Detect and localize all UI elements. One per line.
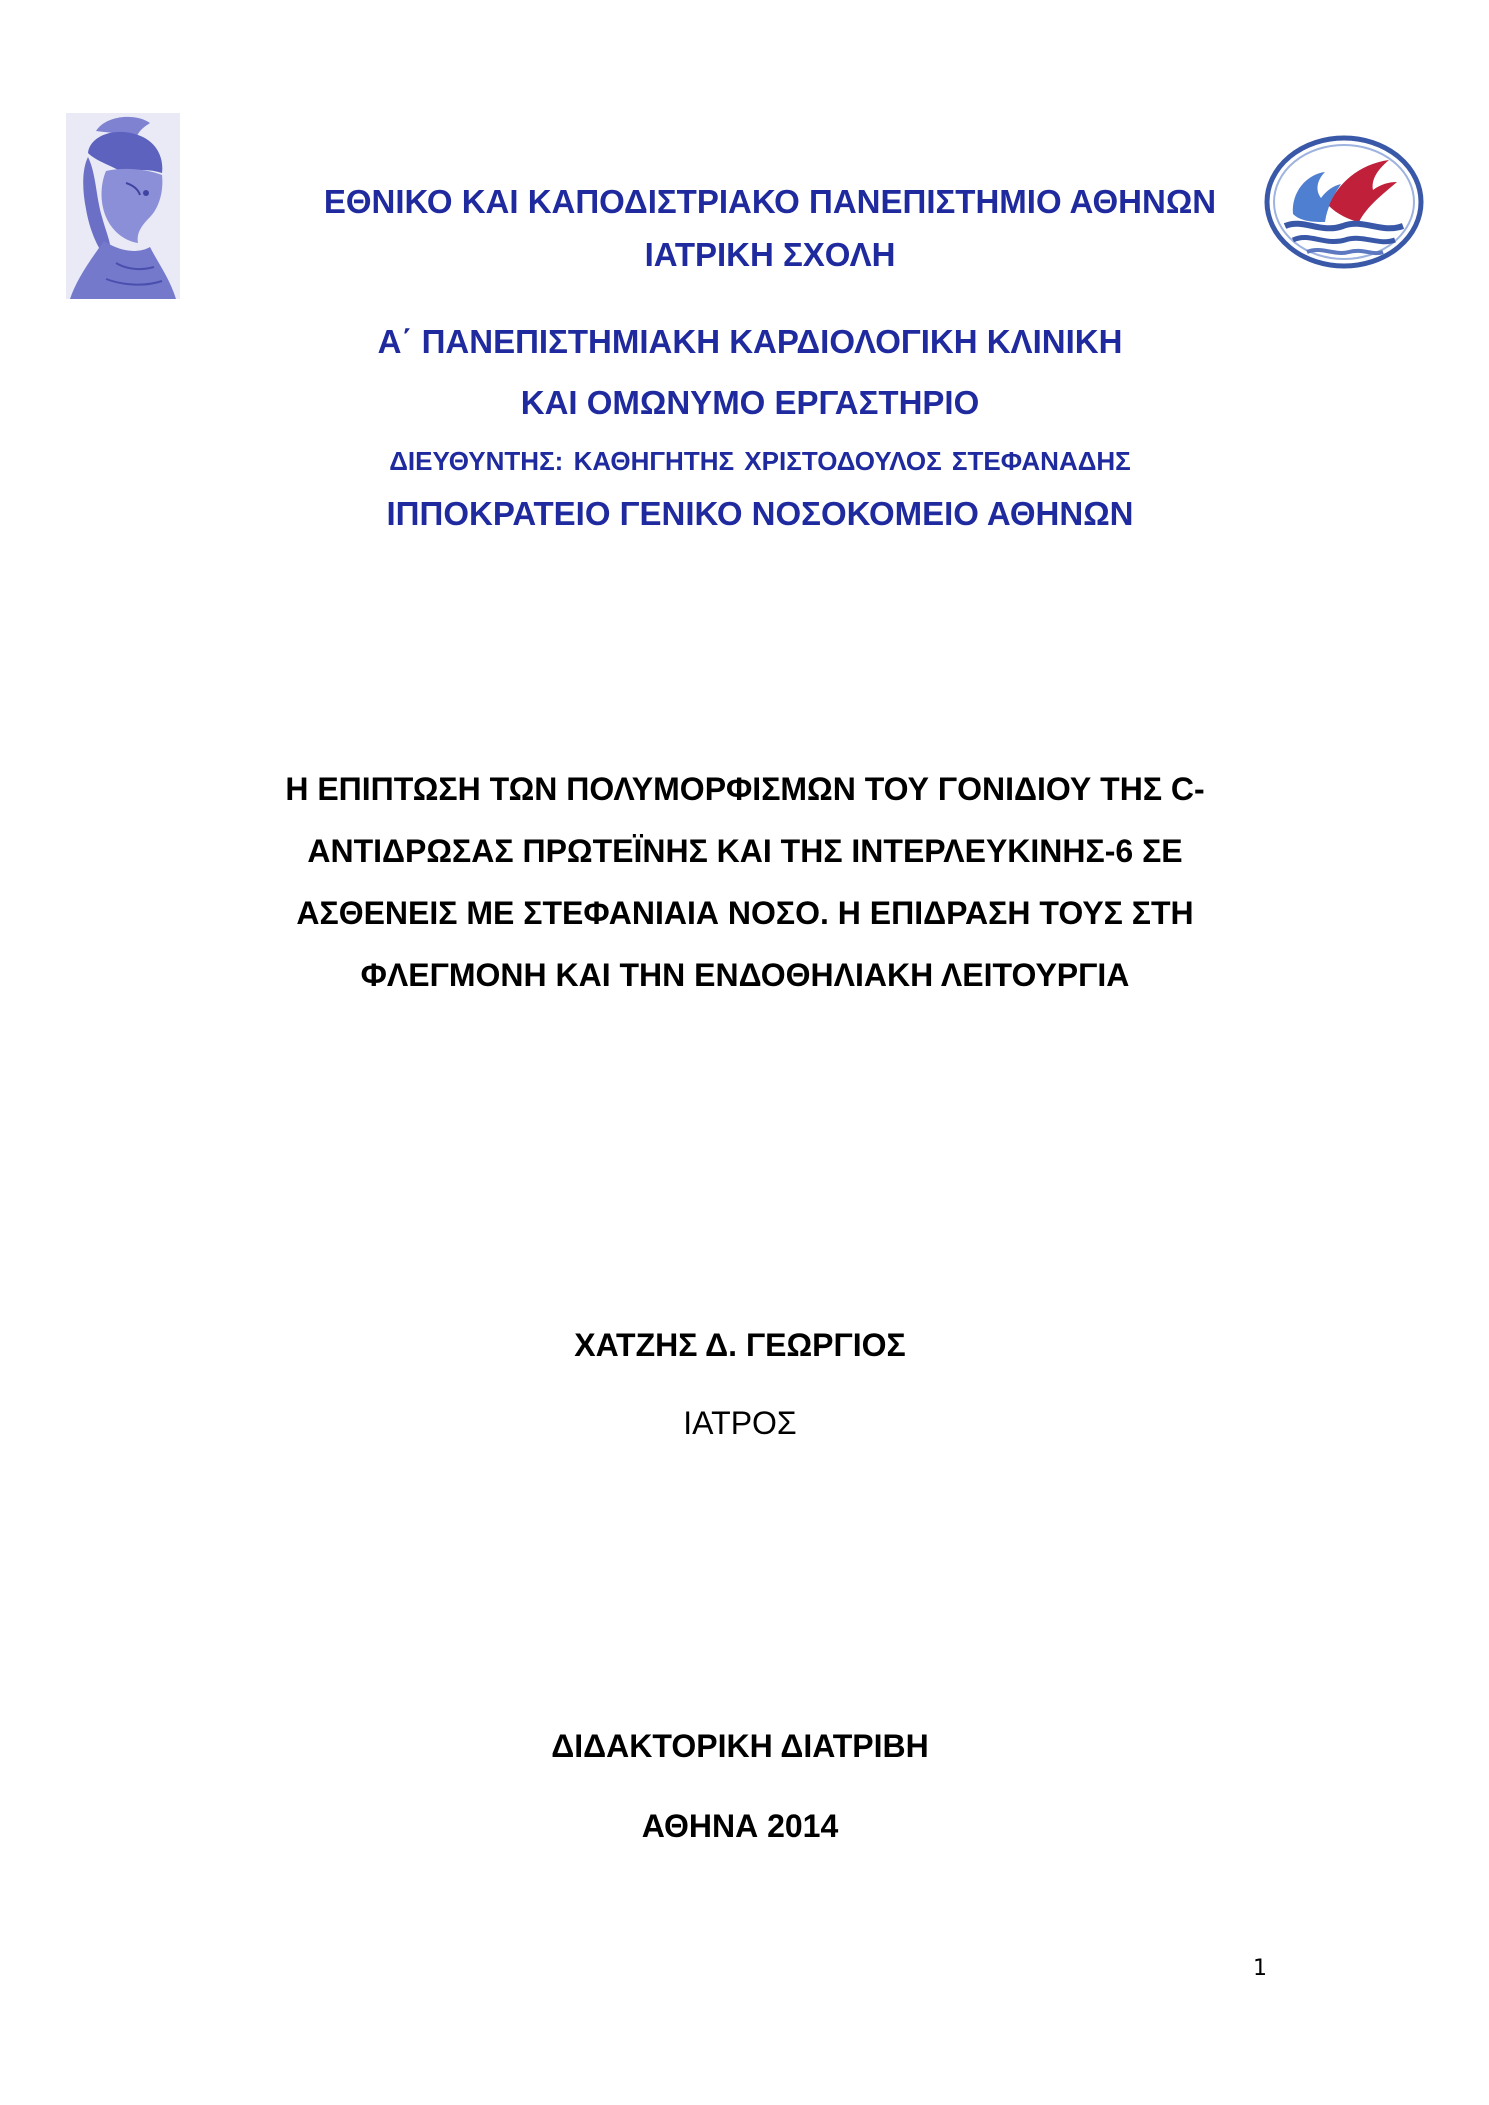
thesis-title xyxy=(200,758,1290,1006)
director-line: ΔΙΕΥΘΥΝΤΗΣ: ΚΑΘΗΓΗΤΗΣ ΧΡΙΣΤΟΔΟΥΛΟΣ ΣΤΕΦΑΝΑΔΗΣ xyxy=(389,446,1131,476)
university-name: ΕΘΝΙΚΟ ΚΑΙ ΚΑΠΟΔΙΣΤΡΙΑΚΟ ΠΑΝΕΠΙΣΤΗΜΙΟ ΑΘΗΝΩΝ xyxy=(323,183,1217,220)
page-number: 1 xyxy=(1253,1956,1267,1981)
flame-waves-logo xyxy=(1263,134,1425,270)
thesis-title-line: ΑΝΤΙΔΡΩΣΑΣ ΠΡΩΤΕΪΝΗΣ ΚΑΙ ΤΗΣ ΙΝΤΕΡΛΕΥΚΙΝΗΣ-6 ΣΕ xyxy=(307,833,1183,869)
document-type: ΔΙΔΑΚΤΟΡΙΚΗ ΔΙΑΤΡΙΒΗ xyxy=(551,1728,929,1764)
hospital-name: ΙΠΠΟΚΡΑΤΕΙΟ ΓΕΝΙΚΟ ΝΟΣΟΚΟΜΕΙΟ ΑΘΗΝΩΝ xyxy=(386,495,1134,532)
laboratory-name: ΚΑΙ ΟΜΩΝΥΜΟ ΕΡΓΑΣΤΗΡΙΟ xyxy=(520,384,980,421)
city-year: ΑΘΗΝΑ 2014 xyxy=(641,1808,839,1844)
author-profession: ΙΑΤΡΟΣ xyxy=(683,1405,797,1441)
thesis-title-line: ΑΣΘΕΝΕΙΣ ΜΕ ΣΤΕΦΑΝΙΑΙΑ ΝΟΣΟ. Η ΕΠΙΔΡΑΣΗ ΤΟΥΣ ΣΤΗ xyxy=(296,895,1194,931)
thesis-title-line: Η ΕΠΙΠΤΩΣΗ ΤΩΝ ΠΟΛΥΜΟΡΦΙΣΜΩΝ ΤΟΥ ΓΟΝΙΔΙΟΥ ΤΗΣ C- xyxy=(285,771,1205,807)
clinic-name: Α΄ ΠΑΝΕΠΙΣΤΗΜΙΑΚΗ ΚΑΡΔΙΟΛΟΓΙΚΗ ΚΛΙΝΙΚΗ xyxy=(377,323,1123,360)
athena-head-logo xyxy=(66,113,180,299)
thesis-title-line: ΦΛΕΓΜΟΝΗ ΚΑΙ ΤΗΝ ΕΝΔΟΘΗΛΙΑΚΗ ΛΕΙΤΟΥΡΓΙΑ xyxy=(360,957,1130,993)
school-name: ΙΑΤΡΙΚΗ ΣΧΟΛΗ xyxy=(644,236,896,273)
author-name: ΧΑΤΖΗΣ Δ. ΓΕΩΡΓΙΟΣ xyxy=(574,1327,906,1363)
